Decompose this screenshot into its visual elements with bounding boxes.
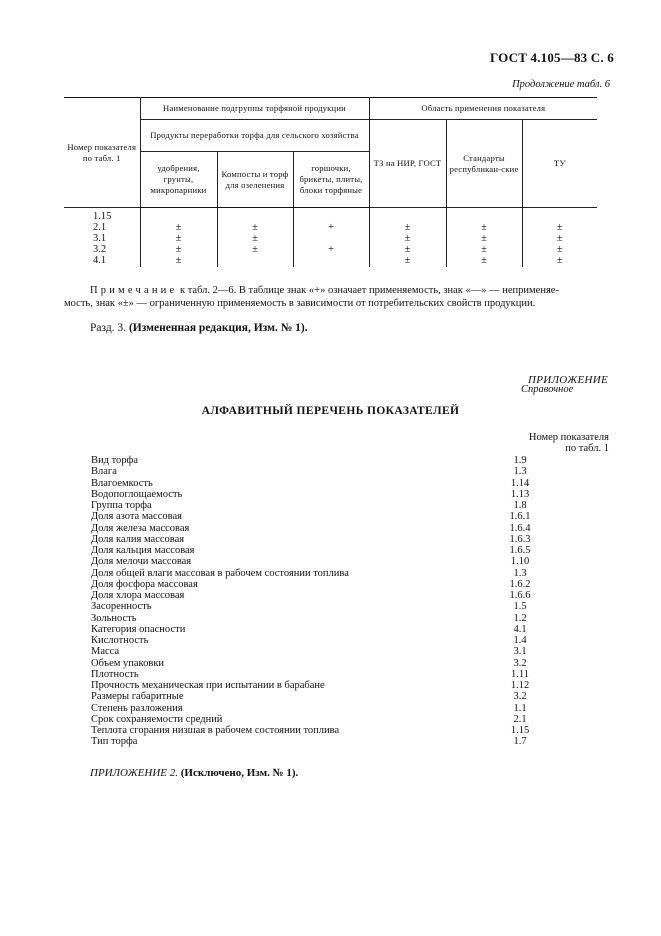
header-tz-nir-gost: ТЗ на НИР, ГОСТ (369, 120, 446, 208)
note-label: Примечание (90, 285, 178, 296)
table-cell: ± (140, 255, 217, 267)
item-name: Категория опасности (91, 623, 186, 635)
item-name: Доля азота массовая (91, 511, 182, 523)
list-item (91, 534, 551, 545)
header-agricultural-products: Продукты переработки торфа для сельского хозяйства (140, 120, 369, 152)
table-cell (522, 208, 597, 223)
item-name: Размеры габаритные (91, 691, 184, 703)
table-cell: + (293, 244, 369, 255)
list-item (91, 635, 551, 646)
section-amendment (90, 322, 308, 334)
list-item (91, 646, 551, 657)
alphabetical-list (91, 455, 551, 748)
item-number: 2.1 (513, 713, 527, 725)
list-item (91, 511, 551, 522)
table-cell: 2.1 (64, 222, 140, 233)
amendment-prefix: Разд. 3. (90, 322, 127, 334)
list-item (91, 613, 551, 624)
column-header-line2: по табл. 1 (565, 443, 609, 454)
table-cell: + (293, 222, 369, 233)
table-cell: ± (369, 233, 446, 244)
list-item (91, 568, 551, 579)
table-row (64, 208, 597, 223)
item-number: 4.1 (513, 623, 527, 635)
table-cell: ± (369, 255, 446, 267)
table-cell: 1.15 (64, 208, 140, 223)
list-item (91, 500, 551, 511)
item-number: 1.6.5 (509, 545, 531, 556)
list-item (91, 556, 551, 567)
column-header-line1: Номер показателя (528, 432, 609, 443)
list-item (91, 466, 551, 477)
header-indicator-number: Номер показателя по табл. 1 (64, 98, 140, 208)
appendix2-note (90, 767, 298, 779)
table-cell: ± (522, 222, 597, 233)
table-cell: ± (522, 255, 597, 267)
item-name: Доля железа массовая (91, 522, 190, 534)
header-tu: ТУ (522, 120, 597, 208)
item-number: 3.2 (513, 691, 527, 703)
item-name: Засоренность (91, 601, 152, 613)
list-item (91, 590, 551, 601)
table-cell: ± (217, 244, 293, 255)
header-product-group: Наименование подгруппы торфяной продукции (140, 98, 369, 120)
table-cell: ± (217, 233, 293, 244)
item-number: 3.2 (513, 657, 527, 669)
item-number: 1.4 (513, 635, 527, 646)
list-item (91, 658, 551, 669)
amendment-text: (Измененная редакция, Изм. № 1). (128, 322, 308, 334)
table-cell: 3.1 (64, 233, 140, 244)
table-cell (293, 255, 369, 267)
page-header: ГОСТ 4.105—83 С. 6 (489, 50, 614, 65)
item-name: Доля фосфора массовая (91, 578, 198, 590)
list-item (91, 680, 551, 691)
appendix-subtitle: Справочное (521, 384, 574, 395)
table-cell (293, 233, 369, 244)
table-row (64, 222, 597, 233)
item-number: 1.5 (513, 601, 527, 613)
item-name: Влага (91, 466, 117, 478)
item-name: Доля хлора массовая (91, 590, 185, 601)
item-number: 1.1 (513, 702, 527, 714)
list-item (91, 736, 551, 747)
item-name: Прочность механическая при испытании в барабане (91, 680, 325, 691)
item-name: Доля мелочи массовая (91, 556, 192, 568)
item-name: Влагоемкость (91, 477, 153, 489)
list-item (91, 725, 551, 736)
item-number: 1.3 (513, 567, 527, 579)
list-item (91, 601, 551, 612)
list-item (91, 579, 551, 590)
indicators-table (64, 97, 597, 267)
item-name: Тип торфа (91, 736, 138, 748)
item-number: 1.13 (510, 488, 530, 500)
list-column-header (529, 432, 609, 454)
table-cell: 3.2 (64, 244, 140, 255)
item-name: Степень разложения (91, 702, 183, 714)
table-cell: ± (140, 244, 217, 255)
table-cell (369, 208, 446, 223)
table-cell: ± (446, 222, 522, 233)
item-number: 1.6.3 (509, 533, 531, 545)
item-name: Группа торфа (91, 500, 152, 511)
note-text-line2: мость, знак «±» — ограниченную применяемость в зависимости от потребительских свойств продукции. (64, 298, 536, 309)
table-cell: ± (217, 222, 293, 233)
note-text-line1: к табл. 2—6. В таблице знак «+» означает применяемость, знак «—» — неприменяе- (177, 285, 559, 296)
item-name: Теплота сгорания низшая в рабочем состоянии топлива (91, 725, 340, 736)
item-name: Доля кальция массовая (91, 545, 195, 556)
list-item (91, 523, 551, 534)
item-number: 1.11 (511, 668, 529, 680)
item-name: Кислотность (91, 635, 149, 646)
item-number: 1.7 (513, 736, 527, 748)
item-number: 1.9 (513, 455, 527, 466)
item-name: Объем упаковки (91, 657, 165, 669)
item-name: Срок сохраняемости средний (91, 713, 223, 725)
table-cell (217, 208, 293, 223)
list-item (91, 545, 551, 556)
header-pots-briquettes: горшочки, брикеты, плиты, блоки торфяные (293, 152, 369, 208)
item-name: Масса (91, 646, 120, 658)
table-cell: ± (522, 233, 597, 244)
item-number: 1.6.4 (509, 522, 531, 534)
table-cell (293, 208, 369, 223)
table-cell (446, 208, 522, 223)
list-item (91, 455, 551, 466)
list-item (91, 489, 551, 500)
table-cell: ± (369, 222, 446, 233)
header-fertilizers: удобрения, грунты, микропарники (140, 152, 217, 208)
list-item (91, 669, 551, 680)
table-cell: ± (446, 233, 522, 244)
item-number: 1.2 (513, 612, 527, 624)
list-item (91, 624, 551, 635)
item-number: 1.3 (513, 466, 527, 478)
list-item (91, 478, 551, 489)
table-row (64, 244, 597, 255)
item-number: 1.14 (510, 477, 530, 489)
item-number: 1.6.6 (509, 590, 531, 601)
table-cell (140, 208, 217, 223)
item-number: 1.10 (510, 556, 530, 568)
table-cell: ± (522, 244, 597, 255)
appendix-title: ПРИЛОЖЕНИЕ (528, 374, 608, 386)
item-number: 1.8 (513, 500, 527, 511)
item-number: 1.15 (510, 725, 530, 736)
header-application-area: Область применения показателя (369, 98, 597, 120)
table-cell: ± (446, 244, 522, 255)
table-row (64, 255, 597, 267)
item-name: Доля общей влаги массовая в рабочем состоянии топлива (91, 567, 349, 579)
appendix2-status: (Исключено, Изм. № 1). (180, 767, 299, 779)
item-name: Плотность (91, 668, 139, 680)
item-number: 1.6.1 (509, 511, 531, 523)
table-continuation-label: Продолжение табл. 6 (512, 79, 610, 90)
item-number: 3.1 (513, 646, 527, 658)
table-cell (217, 255, 293, 267)
table-cell: ± (140, 222, 217, 233)
list-item (91, 691, 551, 702)
item-name: Водопоглощаемость (91, 488, 183, 500)
item-number: 1.12 (510, 680, 530, 691)
list-item (91, 703, 551, 714)
item-name: Доля калия массовая (91, 533, 185, 545)
appendix2-label: ПРИЛОЖЕНИЕ 2. (90, 767, 178, 779)
alphabetical-list-title: АЛФАВИТНЫЙ ПЕРЕЧЕНЬ ПОКАЗАТЕЛЕЙ (201, 405, 460, 417)
header-composts: Компосты и торф для озеленения (217, 152, 293, 208)
table-cell: ± (369, 244, 446, 255)
table-cell: ± (446, 255, 522, 267)
header-republic-standards: Стандарты республикан-ские (446, 120, 522, 208)
table-row (64, 233, 597, 244)
item-name: Зольность (91, 612, 137, 624)
table-note (64, 284, 600, 310)
table-cell: 4.1 (64, 255, 140, 267)
list-item (91, 714, 551, 725)
item-name: Вид торфа (91, 455, 139, 466)
item-number: 1.6.2 (509, 578, 531, 590)
table-cell: ± (140, 233, 217, 244)
